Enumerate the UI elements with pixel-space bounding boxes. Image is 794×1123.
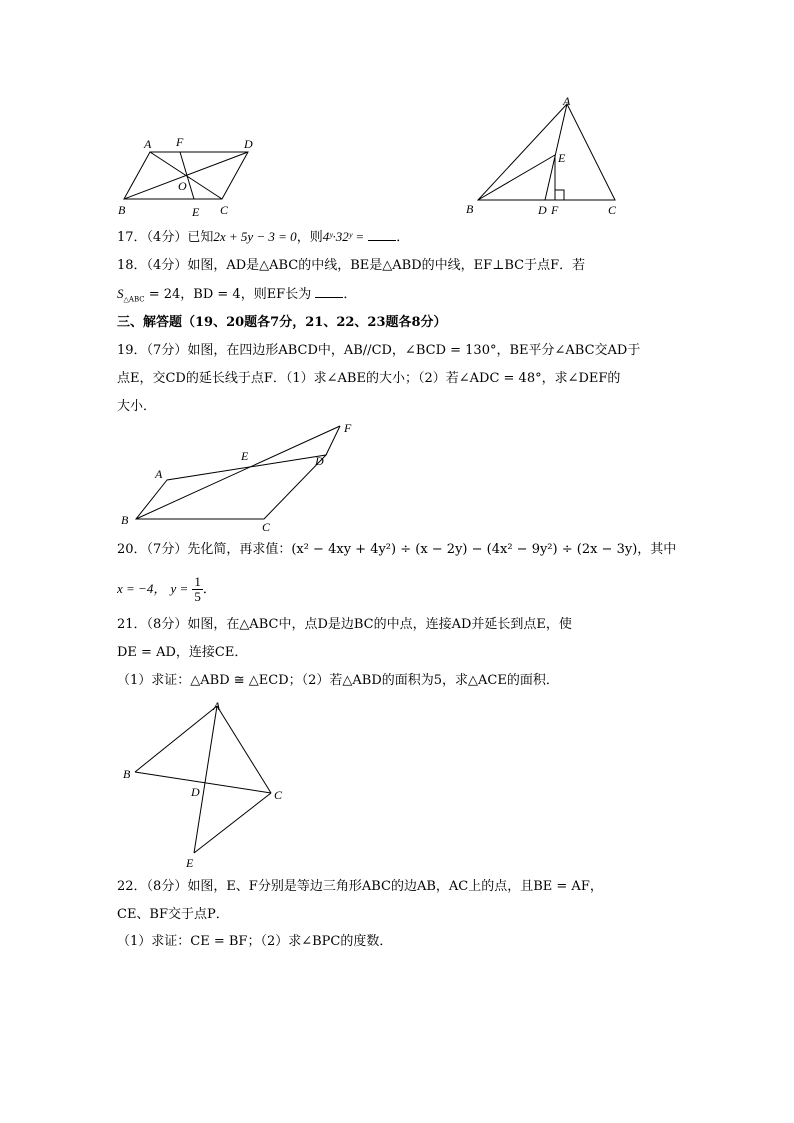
label-b: B (118, 203, 126, 217)
question-21-line2: DE = AD，连接CE． (117, 645, 248, 660)
q17-expression: 4ʸ·32ʸ = (322, 229, 365, 244)
quadrilateral-abcd (136, 455, 326, 519)
segment-ce (194, 793, 271, 853)
quadrilateral-figure (115, 418, 365, 533)
segment-ac (217, 706, 271, 793)
label-a: A (144, 137, 152, 151)
label-c: C (274, 788, 283, 802)
question-19-line1: 19．（7分）如图，在四边形ABCD中，AB//CD，∠BCD = 130°，BE平分∠ABC交AD于 (117, 343, 641, 358)
segment-ab (135, 706, 217, 772)
q20-y-label: y = (170, 581, 189, 596)
question-21-line1: 21．（8分）如图，在△ABC中，点D是边BC的中点，连接AD并延长到点E，使 (117, 617, 572, 632)
label-d: D (244, 137, 253, 151)
crossed-triangles-figure (115, 696, 300, 871)
question-19-line2: 点E，交CD的延长线于点F．（1）求∠ABE的大小；（2）若∠ADC = 48°，求∠DEF的 (117, 371, 621, 386)
question-19-line3: 大小． (117, 399, 157, 414)
label-c: C (262, 520, 271, 534)
q18-end: ． (343, 287, 357, 302)
label-f: F (176, 135, 184, 149)
q20-x-value: x = −4， (117, 581, 167, 596)
label-f: F (551, 203, 559, 217)
label-b: B (123, 767, 131, 781)
question-20-line2 (117, 574, 216, 605)
question-22-line3: （1）求证：CE = BF；（2）求∠BPC的度数． (117, 934, 393, 949)
question-22-line2: CE、BF交于点P． (117, 907, 229, 922)
label-e: E (558, 151, 566, 165)
question-18-line1: 18．（4分）如图，AD是△ABC的中线，BE是△ABD的中线，EF⊥BC于点F．若 (117, 258, 586, 273)
label-e: E (241, 449, 249, 463)
q17-equation: 2x + 5y − 3 = 0 (213, 229, 297, 244)
question-22-line1: 22．（8分）如图，E、F分别是等边三角形ABC的边AB，AC上的点，且BE = AF， (117, 879, 603, 894)
question-20-line1: 20．（7分）先化简，再求值：(x² − 4xy + 4y²) ÷ (x − 2y) − (4x² − 9y²) ÷ (2x − 3y)，其中 (117, 542, 677, 557)
label-b: B (466, 202, 474, 216)
q20-fraction-numerator: 1 (194, 574, 201, 589)
segment-df (326, 426, 340, 455)
label-c: C (220, 203, 229, 217)
label-a: A (155, 467, 163, 481)
q17-prefix: 17．（4分）已知 (117, 230, 214, 245)
question-18-line2 (117, 285, 356, 309)
q17-answer-blank[interactable] (368, 228, 396, 241)
label-c: C (608, 203, 617, 217)
label-d: D (538, 203, 547, 217)
label-d: D (315, 454, 324, 468)
label-a: A (563, 94, 571, 108)
section-3-heading: 三、解答题（19、20题各7分，21、22、23题各8分） (117, 315, 447, 330)
question-21-line3: （1）求证：△ABD ≅ △ECD；（2）若△ABD的面积为5，求△ACE的面积． (117, 673, 559, 688)
question-17 (117, 228, 409, 247)
label-e: E (186, 856, 194, 870)
q20-y-fraction (192, 575, 203, 604)
label-b: B (121, 513, 129, 527)
q20-end: ． (202, 582, 216, 597)
parallelogram-figure (110, 130, 270, 222)
q18-text: = 24，BD = 4，则EF长为 (148, 287, 312, 302)
label-a: A (213, 699, 221, 713)
q18-area-symbol: S (117, 286, 124, 301)
q20-fraction-denominator: 5 (194, 589, 201, 604)
label-d: D (191, 785, 200, 799)
triangle-abc (478, 104, 615, 200)
label-o: O (178, 179, 187, 193)
q18-answer-blank[interactable] (315, 285, 343, 298)
label-e: E (192, 205, 200, 219)
q17-mid: ，则 (296, 230, 323, 245)
q17-end: ． (396, 230, 410, 245)
label-f: F (344, 421, 352, 435)
segment-ae (194, 706, 217, 853)
right-angle-mark (555, 190, 564, 200)
segment-bc (135, 772, 271, 793)
q18-area-subscript: △ABC (123, 295, 145, 304)
triangle-figure (460, 92, 630, 222)
segment-be (478, 155, 555, 200)
